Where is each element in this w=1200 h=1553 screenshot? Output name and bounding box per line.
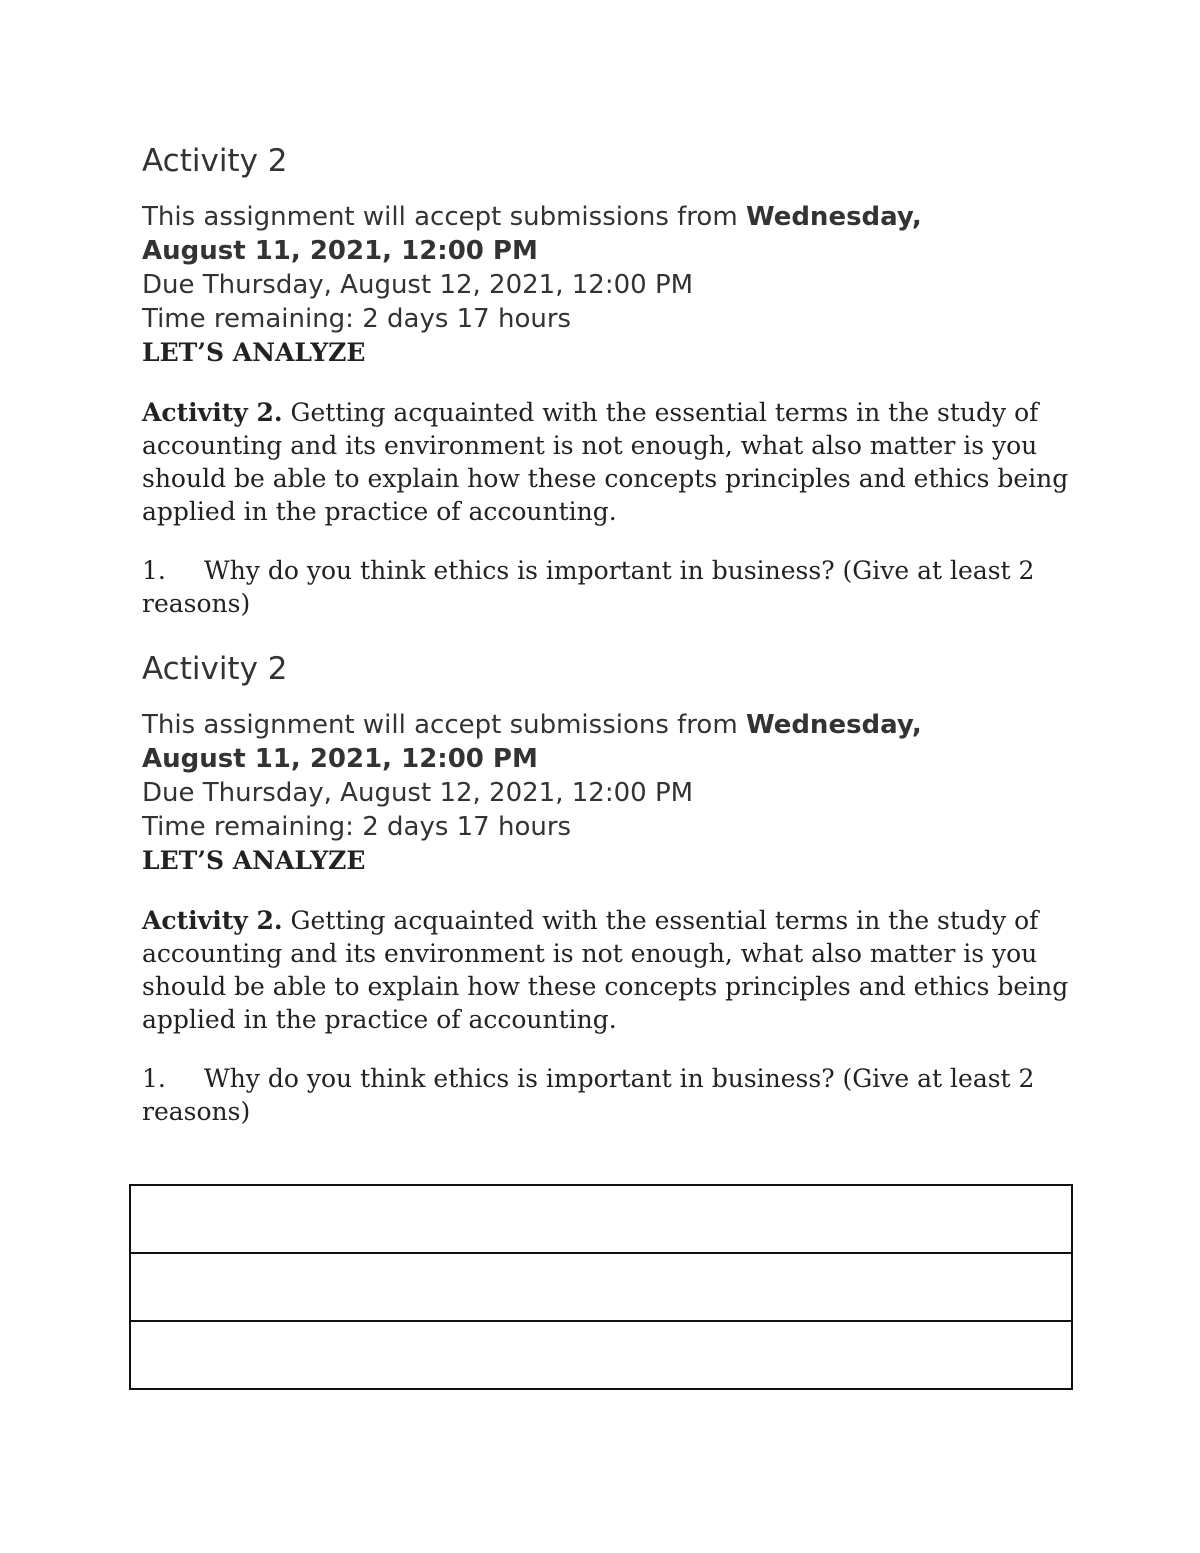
submission-start-date: August 11, 2021, 12:00 PM bbox=[142, 236, 538, 266]
submission-start-day: Wednesday, bbox=[745, 202, 922, 232]
question-item bbox=[142, 1062, 1072, 1128]
question-item bbox=[142, 554, 1072, 620]
time-remaining: Time remaining: 2 days 17 hours bbox=[142, 812, 572, 842]
activity-section-1 bbox=[142, 140, 1072, 620]
answer-cell[interactable] bbox=[130, 1321, 1072, 1389]
due-date: Due Thursday, August 12, 2021, 12:00 PM bbox=[142, 778, 694, 808]
activity-section-2 bbox=[142, 648, 1072, 1128]
submission-prefix: This assignment will accept submissions from bbox=[142, 202, 746, 232]
question-number: 1. bbox=[142, 556, 166, 585]
activity-description bbox=[142, 904, 1072, 1036]
submission-start-day: Wednesday, bbox=[745, 710, 922, 740]
due-date: Due Thursday, August 12, 2021, 12:00 PM bbox=[142, 270, 694, 300]
submission-start-date: August 11, 2021, 12:00 PM bbox=[142, 744, 538, 774]
question-text: Why do you think ethics is important in business? (Give at least 2 reasons) bbox=[142, 556, 1035, 618]
submission-window bbox=[142, 708, 1072, 776]
lets-analyze-heading: LET’S ANALYZE bbox=[142, 846, 366, 875]
activity-title: Activity 2 bbox=[142, 143, 288, 179]
activity-title: Activity 2 bbox=[142, 651, 288, 687]
section-spacer bbox=[142, 620, 1072, 648]
answer-table bbox=[129, 1184, 1073, 1390]
answer-row bbox=[130, 1185, 1072, 1253]
question-number: 1. bbox=[142, 1064, 166, 1093]
question-text: Why do you think ethics is important in business? (Give at least 2 reasons) bbox=[142, 1064, 1035, 1126]
submission-prefix: This assignment will accept submissions from bbox=[142, 710, 746, 740]
document-page bbox=[142, 140, 1072, 1128]
activity-label: Activity 2. bbox=[142, 398, 283, 427]
answer-row bbox=[130, 1321, 1072, 1389]
time-remaining: Time remaining: 2 days 17 hours bbox=[142, 304, 572, 334]
activity-text: Getting acquainted with the essential terms in the study of accounting and its environment is not enough, what also matter is you should be able to explain how these concepts principles and ethics being applied in the practice of accounting. bbox=[142, 398, 1069, 526]
lets-analyze-heading: LET’S ANALYZE bbox=[142, 338, 366, 367]
answer-cell[interactable] bbox=[130, 1253, 1072, 1321]
answer-row bbox=[130, 1253, 1072, 1321]
activity-label: Activity 2. bbox=[142, 906, 283, 935]
activity-text: Getting acquainted with the essential terms in the study of accounting and its environment is not enough, what also matter is you should be able to explain how these concepts principles and ethics being applied in the practice of accounting. bbox=[142, 906, 1069, 1034]
answer-cell[interactable] bbox=[130, 1185, 1072, 1253]
submission-window bbox=[142, 200, 1072, 268]
activity-description bbox=[142, 396, 1072, 528]
